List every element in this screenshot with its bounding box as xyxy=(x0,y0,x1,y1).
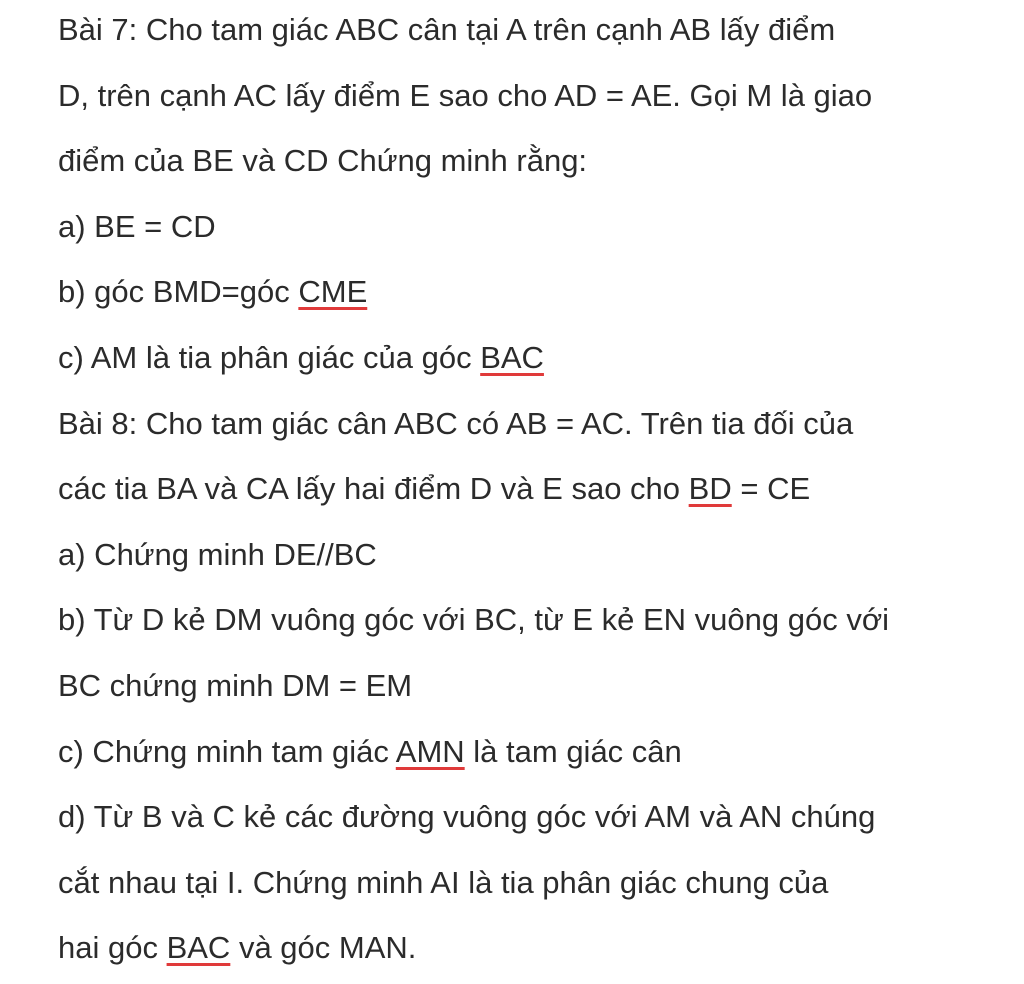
text-segment: = CE xyxy=(731,471,811,507)
text-line xyxy=(58,469,810,509)
spellcheck-word: BAC xyxy=(480,340,544,375)
text-segment: và góc MAN. xyxy=(230,930,417,966)
text-segment: b) góc BMD=góc xyxy=(58,274,299,310)
text-line xyxy=(58,928,416,968)
text-segment: c) Chứng minh tam giác xyxy=(58,733,396,769)
text-line xyxy=(58,338,544,378)
spellcheck-word: BD xyxy=(688,471,732,507)
text-line xyxy=(58,732,682,772)
text-segment: a) Chứng minh DE//BC xyxy=(58,536,377,572)
text-line xyxy=(58,404,853,444)
text-segment: D, trên cạnh AC lấy điểm E sao cho AD = AE. Gọi M là giao xyxy=(58,77,873,113)
text-line xyxy=(58,207,216,247)
text-line xyxy=(58,666,412,706)
text-segment: b) Từ D kẻ DM vuông góc với BC, từ E kẻ EN vuông góc với xyxy=(58,602,890,638)
text-segment: Bài 8: Cho tam giác cân ABC có AB = AC. Trên tia đối của xyxy=(58,405,854,441)
spellcheck-word: BAC xyxy=(166,930,231,966)
text-line xyxy=(58,272,367,312)
text-segment: a) BE = CD xyxy=(58,208,216,244)
text-segment: điểm của BE và CD Chứng minh rằng: xyxy=(58,143,588,179)
text-line xyxy=(58,600,889,640)
spellcheck-word: AMN xyxy=(395,733,465,769)
text-segment: hai góc xyxy=(58,930,167,966)
text-segment: d) Từ B và C kẻ các đường vuông góc với AM và AN chúng xyxy=(58,799,876,835)
text-line xyxy=(58,863,828,903)
text-line xyxy=(58,10,835,50)
text-line xyxy=(58,535,377,575)
text-segment: cắt nhau tại I. Chứng minh AI là tia phân giác chung của xyxy=(58,864,829,900)
text-segment: các tia BA và CA lấy hai điểm D và E sao cho xyxy=(58,471,689,507)
text-segment: là tam giác cân xyxy=(464,733,682,769)
text-line xyxy=(58,76,872,116)
text-segment: BC chứng minh DM = EM xyxy=(58,668,413,703)
spellcheck-word: CME xyxy=(298,274,368,310)
text-segment: c) AM là tia phân giác của góc xyxy=(58,340,481,375)
text-line xyxy=(58,797,875,837)
text-line xyxy=(58,141,587,181)
text-segment: Bài 7: Cho tam giác ABC cân tại A trên cạnh AB lấy điểm xyxy=(58,12,836,47)
